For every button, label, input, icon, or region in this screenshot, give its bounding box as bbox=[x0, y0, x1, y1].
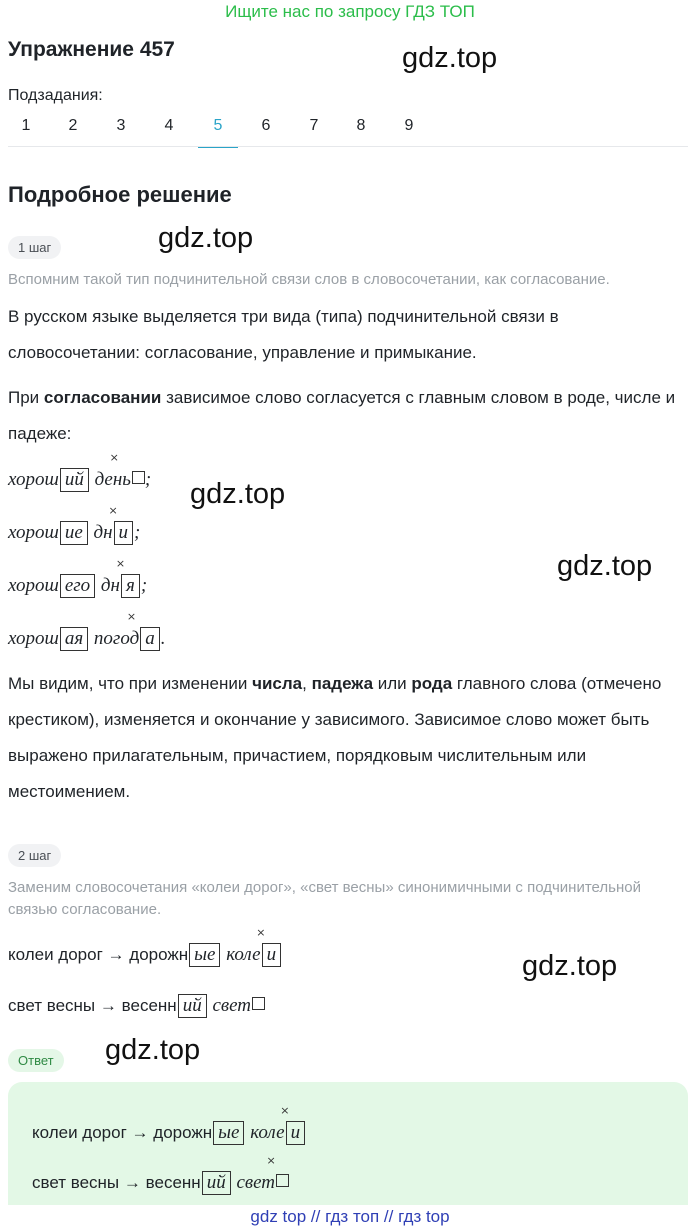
bold-term: согласовании bbox=[43, 388, 162, 407]
ending-box: ая bbox=[60, 627, 88, 651]
cross-mark: × bbox=[109, 451, 119, 464]
watermark: gdz.top bbox=[105, 1034, 201, 1066]
subtask-tabs bbox=[0, 112, 700, 148]
divider bbox=[8, 146, 688, 147]
subtask-tab-7[interactable]: 7 bbox=[309, 117, 319, 134]
footer-links[interactable]: gdz top // гдз топ // гдз top bbox=[0, 1205, 700, 1231]
example-3: хорош его × дн я ; bbox=[8, 557, 148, 596]
cross-mark: × bbox=[266, 1154, 276, 1167]
ending-box: ий bbox=[60, 468, 89, 492]
answer-row-1: колеи дорог → дорожн ые × коле и bbox=[32, 1121, 306, 1145]
cross-mark: × bbox=[108, 504, 118, 517]
step-1-hint: Вспомним такой тип подчинительной связи слов в словосочетании, как согласование. bbox=[8, 271, 610, 288]
watermark: gdz.top bbox=[402, 42, 498, 74]
step-2-row-1: колеи дорог → дорожн ые × коле и bbox=[8, 943, 282, 967]
search-banner: Ищите нас по запросу ГДЗ ТОП bbox=[225, 2, 475, 21]
empty-ending-box bbox=[132, 471, 145, 484]
example-4: хорош ая × погод а . bbox=[8, 610, 166, 649]
watermark: gdz.top bbox=[158, 222, 254, 254]
subtask-tab-8[interactable]: 8 bbox=[356, 117, 366, 134]
example-2: хорош ие × дн и ; bbox=[8, 504, 141, 543]
step-2-badge: 2 шаг bbox=[8, 844, 61, 867]
watermark: gdz.top bbox=[557, 550, 653, 582]
exercise-title: Упражнение 457 bbox=[8, 38, 175, 61]
answer-box bbox=[8, 1082, 688, 1222]
cross-mark: × bbox=[280, 1104, 290, 1117]
ending-box: а bbox=[140, 627, 160, 651]
ending-box: ие bbox=[60, 521, 88, 545]
subtask-tab-2[interactable]: 2 bbox=[68, 117, 78, 134]
empty-ending-box bbox=[252, 997, 265, 1010]
answer-badge: Ответ bbox=[8, 1049, 64, 1072]
watermark: gdz.top bbox=[190, 478, 286, 510]
step-1-paragraph-3: Мы видим, что при изменении числа, падежа или рода главного слова (отмечено крестиком), изменяется и окончание у зависимого. Зависимое слово может быть выражено прилагательным, причастием, порядковым числительным или местоимением. bbox=[8, 674, 662, 801]
empty-ending-box bbox=[276, 1174, 289, 1187]
ending-box: и bbox=[114, 521, 134, 545]
step-1-badge: 1 шаг bbox=[8, 236, 61, 259]
ending-box: и bbox=[262, 943, 282, 967]
subtask-tab-3[interactable]: 3 bbox=[116, 117, 126, 134]
example-1: хорош ий × день ; bbox=[8, 451, 152, 490]
ending-box: ые bbox=[213, 1121, 244, 1145]
step-1-paragraph-1: В русском языке выделяется три вида (типа) подчинительной связи в словосочетании: согласование, управление и примыкание. bbox=[8, 307, 559, 362]
subtask-tab-9[interactable]: 9 bbox=[404, 117, 414, 134]
solution-heading: Подробное решение bbox=[8, 182, 232, 207]
subtask-tab-5[interactable]: 5 bbox=[198, 112, 238, 146]
ending-box: ий bbox=[178, 994, 207, 1018]
subtask-tab-1[interactable]: 1 bbox=[21, 117, 31, 134]
subtasks-label: Подзадания: bbox=[8, 87, 103, 104]
cross-mark: × bbox=[256, 926, 266, 939]
ending-box: я bbox=[121, 574, 140, 598]
ending-box: ые bbox=[189, 943, 220, 967]
watermark: gdz.top bbox=[522, 950, 618, 982]
ending-box: и bbox=[286, 1121, 306, 1145]
subtask-tab-6[interactable]: 6 bbox=[261, 117, 271, 134]
step-1-paragraph-2: При согласовании зависимое слово согласуется с главным словом в роде, числе и падеже: bbox=[8, 388, 676, 443]
cross-mark: × bbox=[126, 610, 137, 623]
cross-mark: × bbox=[115, 557, 126, 570]
answer-row-2: свет весны → весенн ий × свет bbox=[32, 1171, 289, 1195]
step-2-hint: Заменим словосочетания «колеи дорог», «свет весны» синонимичными с подчинительной связью согласование. bbox=[8, 879, 641, 918]
ending-box: его bbox=[60, 574, 95, 598]
subtask-tab-4[interactable]: 4 bbox=[164, 117, 174, 134]
ending-box: ий bbox=[202, 1171, 231, 1195]
step-2-row-2: свет весны → весенн ий свет bbox=[8, 994, 265, 1018]
